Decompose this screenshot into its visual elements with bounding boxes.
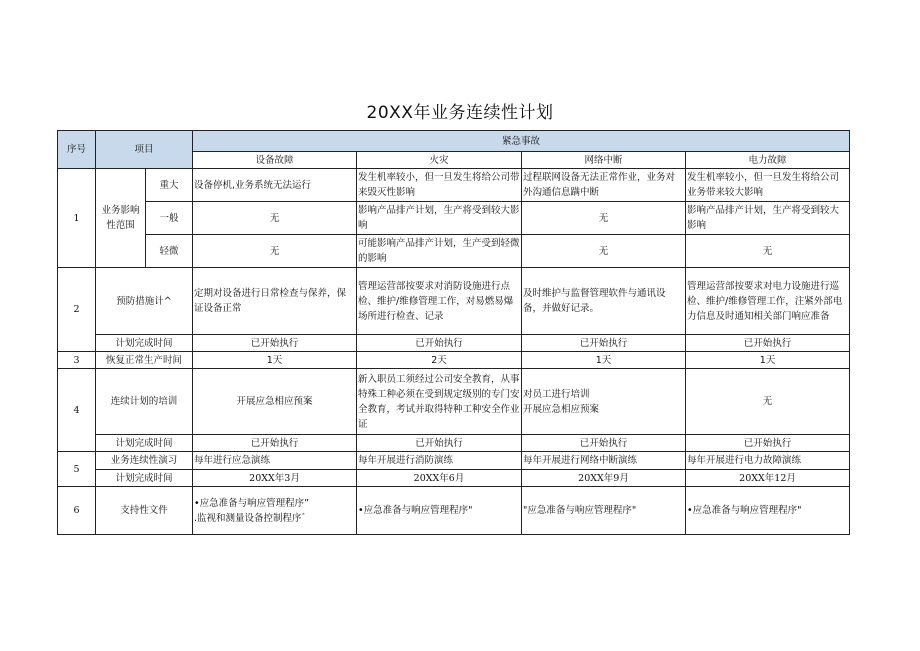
cell: 已开始执行 [686, 435, 850, 452]
header-col-equipment: 设备故障 [193, 152, 357, 169]
row-label-prevention: 预防措施计^ [96, 268, 193, 335]
cell: 无 [193, 235, 357, 268]
plan-time-label: 计划完成时间 [96, 435, 193, 452]
row-number: 2 [58, 268, 96, 352]
header-col-power: 电力故障 [686, 152, 850, 169]
cell: 每年开展进行消防演练 [357, 452, 522, 470]
cell: 20XX年12月 [686, 470, 850, 487]
header-col-fire: 火灾 [357, 152, 522, 169]
cell: 1天 [686, 352, 850, 369]
row-number: 4 [58, 369, 96, 452]
severity-general: 一般 [146, 202, 193, 235]
cell: 每年开展进行电力故障演练 [686, 452, 850, 470]
cell: 1天 [193, 352, 357, 369]
document-title: 20XX年业务连续性计划 [366, 103, 554, 123]
cell: 已开始执行 [357, 435, 522, 452]
cell: 无 [193, 202, 357, 235]
cell: 20XX年6月 [357, 470, 522, 487]
row-label-docs: 支持性文件 [96, 487, 193, 535]
cell: 1天 [522, 352, 686, 369]
cell: 过程联网设备无法正常作业，业务对外沟通信息蹒中断 [522, 169, 686, 202]
row-number: 6 [58, 487, 96, 535]
cell: •应急准备与响应管理程序" [357, 487, 522, 535]
cell: 影响产品排产计划，生产将受到较大影响 [686, 202, 850, 235]
header-emergency: 紧急事故 [193, 131, 850, 152]
cell: 可能影响产品排产计划，生产受到轻微的影响 [357, 235, 522, 268]
row-number: 3 [58, 352, 96, 369]
cell: 无 [686, 369, 850, 435]
cell: 已开始执行 [193, 335, 357, 352]
cell: 已开始执行 [522, 335, 686, 352]
cell: 发生机率较小，但一旦发生将给公司带来毁灭性影响 [357, 169, 522, 202]
cell: 开展应急相应预案 [193, 369, 357, 435]
bcp-table [57, 130, 850, 535]
cell: 20XX年3月 [193, 470, 357, 487]
severity-minor: 轻微 [146, 235, 193, 268]
cell: 已开始执行 [686, 335, 850, 352]
cell: 新入职员工须经过公司安全教育，从事特殊工种必须在受到规定级别的专门安全教育，考试并取得特种工种安全作业证 [357, 369, 522, 435]
cell: 对员工进行培训 开展应急相应预案 [522, 369, 686, 435]
cell: 无 [522, 202, 686, 235]
cell: 无 [522, 235, 686, 268]
header-item: 项目 [96, 131, 193, 169]
row-number: 5 [58, 452, 96, 487]
cell: 已开始执行 [357, 335, 522, 352]
row-label-drill: 业务连续性演习 [96, 452, 193, 470]
cell: •应急准备与响应管理程序" [686, 487, 850, 535]
cell: 每年开展进行网络中断演练 [522, 452, 686, 470]
cell: 已开始执行 [193, 435, 357, 452]
cell: 及时维护与监督管理软件与通讯设备，并做好记录。 [522, 268, 686, 335]
cell: 无 [686, 235, 850, 268]
cell: "应急准备与响应管理程序" [522, 487, 686, 535]
cell: 20XX年9月 [522, 470, 686, 487]
cell: 管理运营部按要求对电力设施进行巡检、维护/维修管理工作，注紧外部电力信息及时通知相关部门响应准备 [686, 268, 850, 335]
row-number: 1 [58, 169, 96, 268]
header-seq: 序号 [58, 131, 96, 169]
row-label-training: 连续计划的培训 [96, 369, 193, 435]
row-label-recovery: 恢复正常生产时间 [96, 352, 193, 369]
header-col-network: 网络中断 [522, 152, 686, 169]
cell: 影响产品排产计划，生产将受到较大影响 [357, 202, 522, 235]
cell: 2天 [357, 352, 522, 369]
row-label-impact: 业务影响性范围 [96, 169, 146, 268]
severity-major: 重大 [146, 169, 193, 202]
cell: 定期对设备进行日常检查与保养，保证设备正常 [193, 268, 357, 335]
cell: 发生机率较小，但一旦发生将给公司业务带来较大影响 [686, 169, 850, 202]
cell: 每年进行应急演练 [193, 452, 357, 470]
cell: 已开始执行 [522, 435, 686, 452]
plan-time-label: 计划完成时间 [96, 335, 193, 352]
cell: 设备停机,业务系统无法运行 [193, 169, 357, 202]
cell: 管理运营部按要求对消防设施进行点检、维护/维修管理工作，对易燃易爆场所进行检查、记录 [357, 268, 522, 335]
plan-time-label: 计划完成时间 [96, 470, 193, 487]
cell: •应急准备与响应管理程序” .监视和测量设备控制程序゛ [193, 487, 357, 535]
